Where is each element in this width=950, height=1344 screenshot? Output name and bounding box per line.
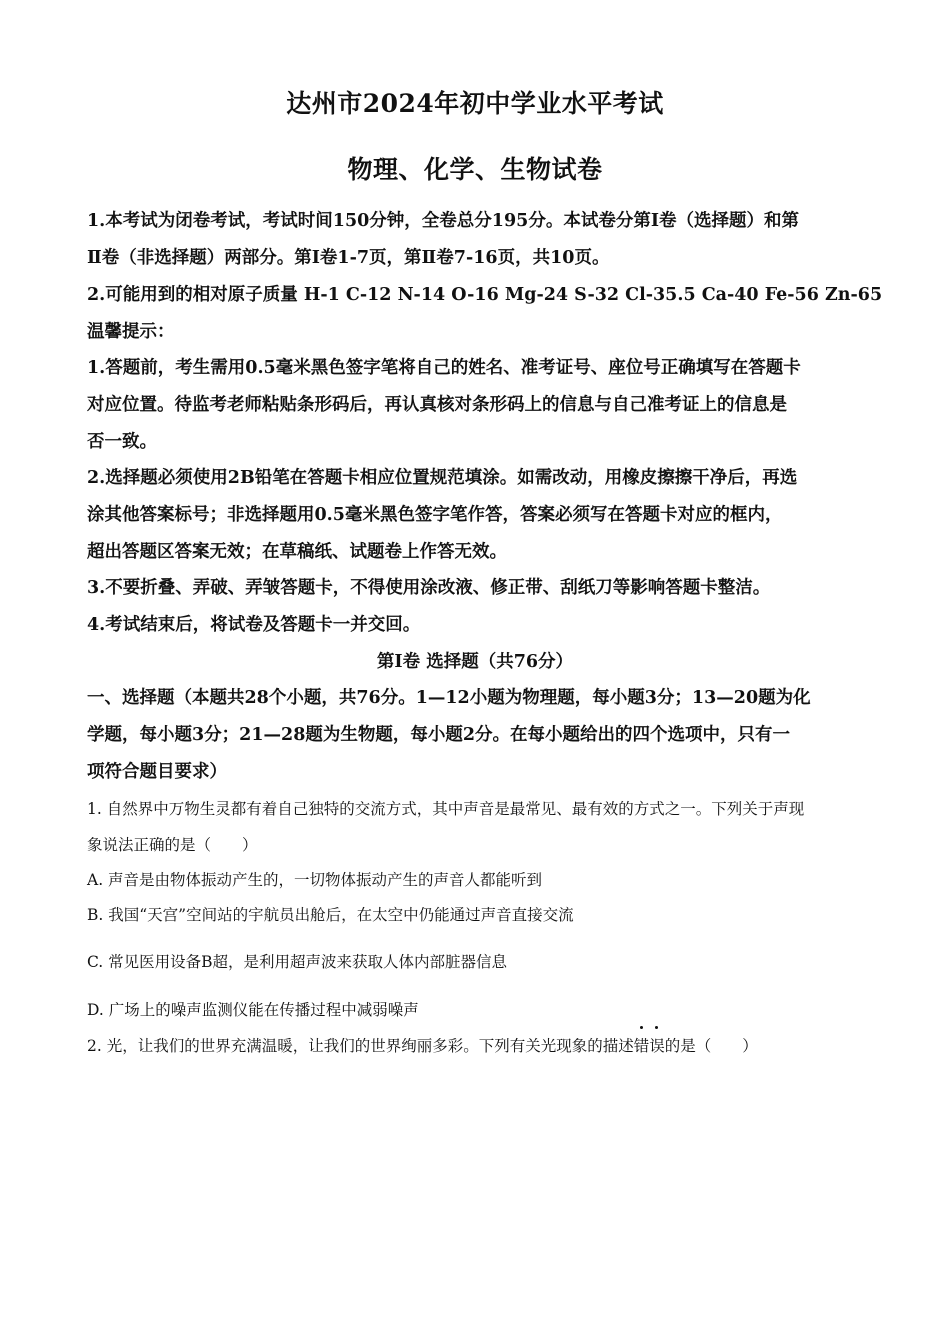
tip-1-line-1: 1.答题前，考生需用0.5毫米黑色签字笔将自己的姓名、准考证号、座位号正确填写在答题卡 [87,358,801,378]
tip-1-line-2: 对应位置。待监考老师粘贴条形码后，再认真核对条形码上的信息与自己准考证上的信息是 [87,395,787,415]
question-1-stem-line-1: 1. 自然界中万物生灵都有着自己独特的交流方式，其中声音是最常见、最有效的方式之一。下列关于声现 [87,800,805,818]
question-1-option-d: D. 广场上的噪声监测仪能在传播过程中减弱噪声 [87,1001,419,1019]
question-2-stem-text: 2. 光，让我们的世界充满温暖，让我们的世界绚丽多彩。下列有关光现象的描述 [87,1037,634,1055]
note-1-line-1: 1.本考试为闭卷考试，考试时间150分钟，全卷总分195分。本试卷分第Ⅰ卷（选择题）和第 [87,211,800,231]
exam-title: 达州市2024年初中学业水平考试 [286,89,664,118]
section-heading: 第Ⅰ卷 选择题（共76分） [376,652,574,672]
emphasis-char-1: 错 [634,1032,650,1060]
question-1-option-b: B. 我国“天宫”空间站的宇航员出舱后，在太空中仍能通过声音直接交流 [87,906,574,924]
tip-3: 3.不要折叠、弄破、弄皱答题卡，不得使用涂改液、修正带、刮纸刀等影响答题卡整洁。 [87,578,771,598]
question-2-stem [87,1032,872,1060]
section-intro-line-3: 项符合题目要求） [87,762,227,782]
tips-label: 温馨提示： [87,322,175,342]
section-intro-line-1: 一、选择题（本题共28个小题，共76分。1—12小题为物理题，每小题3分；13—20题为化 [87,688,811,708]
note-1-line-2: Ⅱ卷（非选择题）两部分。第Ⅰ卷1-7页，第Ⅱ卷7-16页，共10页。 [87,248,610,268]
tip-2-line-3: 超出答题区答案无效；在草稿纸、试题卷上作答无效。 [87,542,507,562]
note-2-atomic-masses: 2.可能用到的相对原子质量 H-1 C-12 N-14 O-16 Mg-24 S-32 Cl-35.5 Ca-40 Fe-56 Zn-65 [87,285,883,305]
emphasis-char-2: 误 [649,1032,665,1060]
question-1-option-c: C. 常见医用设备B超，是利用超声波来获取人体内部脏器信息 [87,953,508,971]
question-1-stem-line-2: 象说法正确的是（ ） [87,836,258,854]
tip-2-line-1: 2.选择题必须使用2B铅笔在答题卡相应位置规范填涂。如需改动，用橡皮擦擦干净后，再选 [87,468,798,488]
section-intro-line-2: 学题，每小题3分；21—28题为生物题，每小题2分。在每小题给出的四个选项中，只有一 [87,725,791,745]
tip-1-line-3: 否一致。 [87,432,157,452]
tip-4: 4.考试结束后，将试卷及答题卡一并交回。 [87,615,421,635]
question-2-stem-end: 的是（ ） [664,1037,758,1055]
question-1-option-a: A. 声音是由物体振动产生的，一切物体振动产生的声音人都能听到 [87,871,543,889]
exam-subtitle: 物理、化学、生物试卷 [347,155,603,184]
tip-2-line-2: 涂其他答案标号；非选择题用0.5毫米黑色签字笔作答，答案必须写在答题卡对应的框内， [87,505,783,525]
